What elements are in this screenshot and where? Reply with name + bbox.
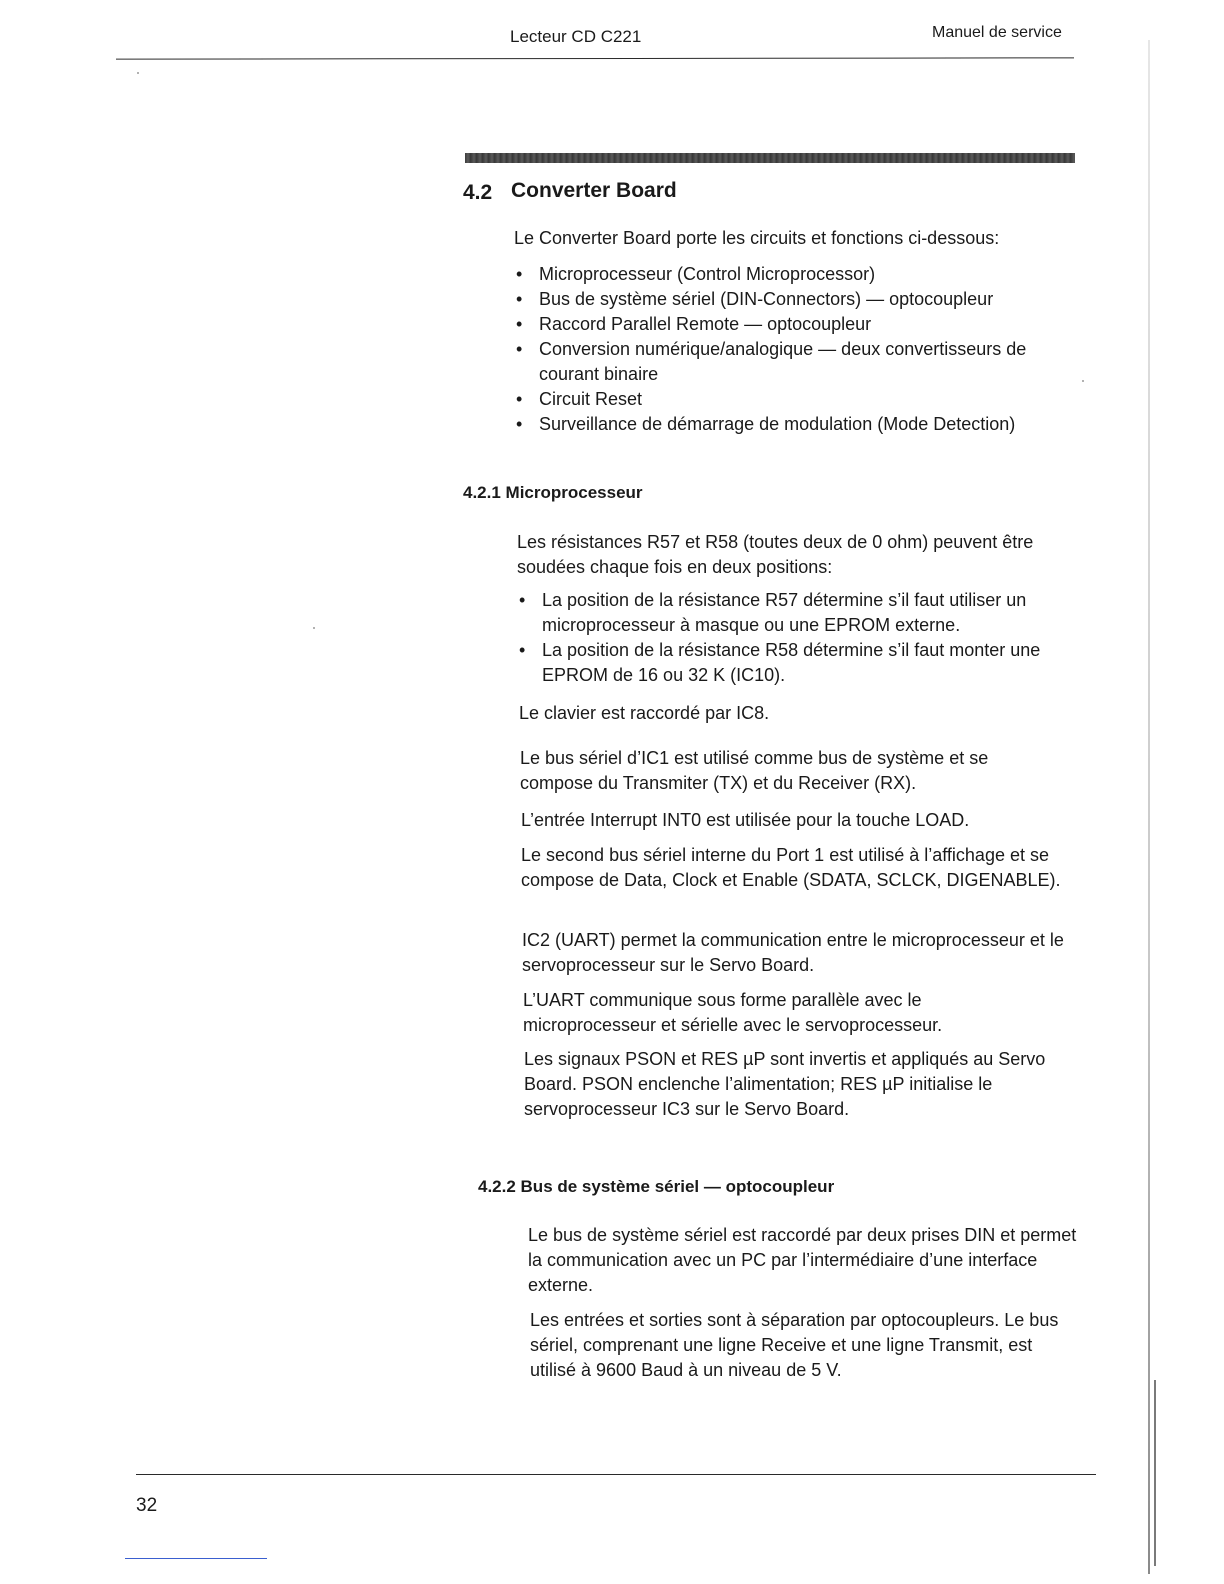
header-document-title: Lecteur CD C221 [510,27,642,46]
section-bullet-list [514,262,1064,437]
subsection-heading-microprocesseur: 4.2.1 Microprocesseur [463,483,643,502]
section-number: 4.2 [463,181,493,204]
list-item: • La position de la résistance R58 détermine s’il faut monter une EPROM de 16 ou 32 K (IC10). [517,638,1077,688]
page-edge-shadow [1148,40,1150,1574]
sub1-paragraph: IC2 (UART) permet la communication entre le microprocesseur et le servoprocesseur sur le Servo Board. [522,930,1064,975]
sub2-paragraph: Le bus de système sériel est raccordé par deux prises DIN et permet la communication avec un PC par l’intermédiaire d’une interface externe. [528,1225,1077,1295]
sub1-intro: Les résistances R57 et R58 (toutes deux de 0 ohm) peuvent être soudées chaque fois en deux positions: [517,532,1034,577]
sub1-paragraph: L’entrée Interrupt INT0 est utilisée pour la touche LOAD. [521,810,970,830]
list-item: • Microprocesseur (Control Microprocessor) [514,262,1064,287]
section-title: Converter Board [511,179,677,202]
header-rule [116,57,1074,59]
sub1-paragraph: Le clavier est raccordé par IC8. [519,703,770,723]
sub1-bullet-list [517,588,1077,688]
header-manual-type: Manuel de service [932,24,1062,41]
section-bar [465,153,1075,163]
scan-speck [313,627,315,629]
page-number: 32 [136,1495,158,1516]
bottom-scan-line [125,1558,267,1559]
list-item: • Circuit Reset [514,387,1064,412]
page-edge-shadow-lower [1154,1380,1156,1566]
list-item: • Bus de système sériel (DIN-Connectors) — optocoupleur [514,287,1064,312]
sub1-paragraph: Les signaux PSON et RES µP sont invertis et appliqués au Servo Board. PSON enclenche l’alimentation; RES µP initialise le servoprocesseur IC3 sur le Servo Board. [524,1049,1046,1119]
list-item: • Conversion numérique/analogique — deux convertisseurs de courant binaire [514,337,1064,387]
sub1-paragraph: Le second bus sériel interne du Port 1 est utilisé à l’affichage et se compose de Data, Clock et Enable (SDATA, SCLCK, DIGENABLE). [521,845,1061,890]
sub1-paragraph: Le bus sériel d’IC1 est utilisé comme bus de système et se compose du Transmiter (TX) et du Receiver (RX). [520,748,989,793]
subsection-heading-bus-systeme: 4.2.2 Bus de système sériel — optocoupleur [478,1177,835,1196]
section-intro: Le Converter Board porte les circuits et fonctions ci-dessous: [514,228,1000,248]
scan-speck [137,72,139,74]
list-item: • Surveillance de démarrage de modulation (Mode Detection) [514,412,1064,437]
list-item: • La position de la résistance R57 détermine s’il faut utiliser un microprocesseur à masque ou une EPROM externe. [517,588,1077,638]
footer-rule [136,1474,1096,1475]
scan-speck [1082,380,1084,382]
sub1-paragraph: L’UART communique sous forme parallèle avec le microprocesseur et sérielle avec le servoprocesseur. [523,990,943,1035]
list-item: • Raccord Parallel Remote — optocoupleur [514,312,1064,337]
sub2-paragraph: Les entrées et sorties sont à séparation par optocoupleurs. Le bus sériel, comprenant une ligne Receive et une ligne Transmit, est utilisé à 9600 Baud à un niveau de 5 V. [530,1310,1059,1380]
